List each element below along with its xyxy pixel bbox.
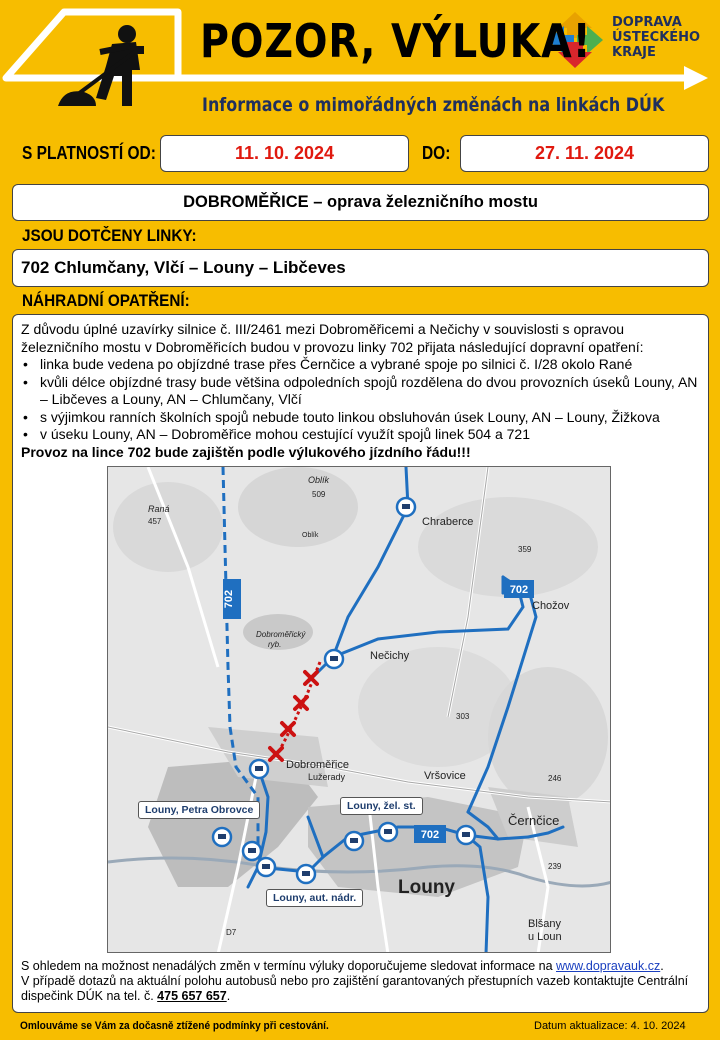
- place-label: Vršovice: [424, 770, 466, 782]
- measures-intro: Z důvodu úplné uzavírky silnice č. III/2461 mezi Dobroměřicemi a Nečichy v souvislosti s opravou železničního mostu v Dobroměřicích budou v provozu linky 702 přijata následující dopravní opatření:: [21, 321, 644, 355]
- footer-line-2: [21, 974, 705, 1004]
- measures-bullet: • linka bude vedena po objízdné trase přes Černčice a vybrané spoje po silnici č. I/28 okolo Rané: [21, 356, 705, 374]
- header-banner: [0, 0, 720, 132]
- place-label: ryb.: [268, 640, 282, 649]
- footer-line-1: [21, 959, 705, 974]
- place-label: Oblík: [308, 475, 330, 485]
- line-badge-label: 702: [223, 589, 235, 609]
- website-link[interactable]: www.dopravauk.cz: [556, 959, 661, 973]
- place-label: Dobroměřice: [286, 759, 349, 771]
- line-badge-label: 702: [420, 829, 440, 841]
- valid-to-label: DO:: [422, 143, 451, 163]
- place-label: Černčice: [508, 813, 560, 828]
- place-label: Oblík: [302, 532, 319, 539]
- closure-place: DOBROMĚŘICE: [183, 193, 309, 211]
- footer-note: [21, 959, 705, 1004]
- footer-line-1-text: S ohledem na možnost nenadálých změn v termínu výluky doporučujeme sledovat informace na: [21, 959, 557, 973]
- closure-headline-box: [12, 184, 709, 221]
- stop-label-petra-obrovce: [138, 801, 260, 819]
- stop-label-zel-st: [340, 797, 423, 815]
- footer-line-2-end: .: [226, 989, 231, 1003]
- logo-line: DOPRAVA: [612, 15, 682, 30]
- valid-to-date: 27. 11. 2024: [460, 135, 709, 172]
- logo-line: KRAJE: [612, 45, 656, 60]
- stop-label-text: Louny, Petra Obrovce: [145, 804, 254, 816]
- update-date: Datum aktualizace: 4. 10. 2024: [534, 1020, 686, 1032]
- affected-lines-box: [12, 249, 709, 287]
- place-label: D7: [226, 928, 237, 937]
- place-label: Lužerady: [308, 772, 346, 782]
- valid-from-label: S PLATNOSTÍ OD:: [22, 143, 156, 163]
- phone-number[interactable]: 475 657 657: [157, 989, 227, 1003]
- place-label: Blšany: [528, 918, 562, 930]
- logo-line: ÚSTECKÉHO: [612, 30, 701, 45]
- place-label: Nečichy: [370, 650, 410, 662]
- measures-list: [21, 356, 705, 444]
- place-label: 359: [518, 545, 532, 554]
- affected-lines-value: 702 Chlumčany, Vlčí – Louny – Libčeves: [21, 258, 346, 277]
- place-label: Louny: [398, 877, 455, 898]
- place-label: 457: [148, 517, 162, 526]
- measures-bold-note: Provoz na lince 702 bude zajištěn podle výlukového jízdního řádu!!!: [21, 443, 471, 460]
- measures-bullet: • kvůli délce objízdné trasy bude většina odpoledních spojů rozdělena do dvou provozních úseků Louny, AN – Libčeves a Louny, AN – Chlumčany, Vlčí: [21, 374, 705, 409]
- place-label: 303: [456, 712, 470, 721]
- stop-label-text: Louny, žel. st.: [347, 800, 416, 812]
- place-label: 239: [548, 862, 562, 871]
- apology-note: Omlouváme se Vám za dočasně ztížené podmínky při cestování.: [20, 1020, 329, 1032]
- duk-logo-text: [612, 15, 700, 60]
- page-title: POZOR, VÝLUKA!: [200, 14, 592, 68]
- closure-headline: [183, 193, 538, 212]
- measures-label: NÁHRADNÍ OPATŘENÍ:: [22, 291, 190, 310]
- place-label: 509: [312, 490, 326, 499]
- stop-label-text: Louny, aut. nádr.: [273, 892, 357, 904]
- stop-label-aut-nadr: [266, 889, 363, 907]
- measures-text: [21, 321, 705, 461]
- place-label: 246: [548, 774, 562, 783]
- valid-from-date: 11. 10. 2024: [160, 135, 409, 172]
- place-label: Chožov: [532, 600, 570, 612]
- place-label: u Loun: [528, 931, 562, 943]
- detour-map: [107, 466, 611, 953]
- footer-line-2-text: V případě dotazů na aktuální polohu autobusů nebo pro zajištění garantovaných přestupních vazeb kontaktujte Centrální dispečink DÚK na tel. č.: [21, 974, 689, 1003]
- road-worker-icon: [58, 25, 144, 106]
- place-label: Chraberce: [422, 516, 474, 528]
- footer-line-1-end: .: [660, 959, 664, 973]
- measures-bullet: • s výjimkou ranních školních spojů nebude touto linkou obsluhován úsek Louny, AN – Louny, Žižkova: [21, 409, 705, 427]
- measures-bullet: • v úseku Louny, AN – Dobroměřice mohou cestující využít spojů linek 504 a 721: [21, 426, 705, 444]
- affected-lines-label: JSOU DOTČENY LINKY:: [22, 226, 197, 245]
- place-label: Dobroměřický: [256, 630, 306, 639]
- place-label: Raná: [148, 504, 170, 514]
- page-subtitle: Informace o mimořádných změnách na linkách DÚK: [202, 94, 665, 116]
- closure-description: – oprava železničního mostu: [308, 193, 538, 211]
- map-graphic: [108, 467, 611, 953]
- line-badge-label: 702: [509, 584, 529, 596]
